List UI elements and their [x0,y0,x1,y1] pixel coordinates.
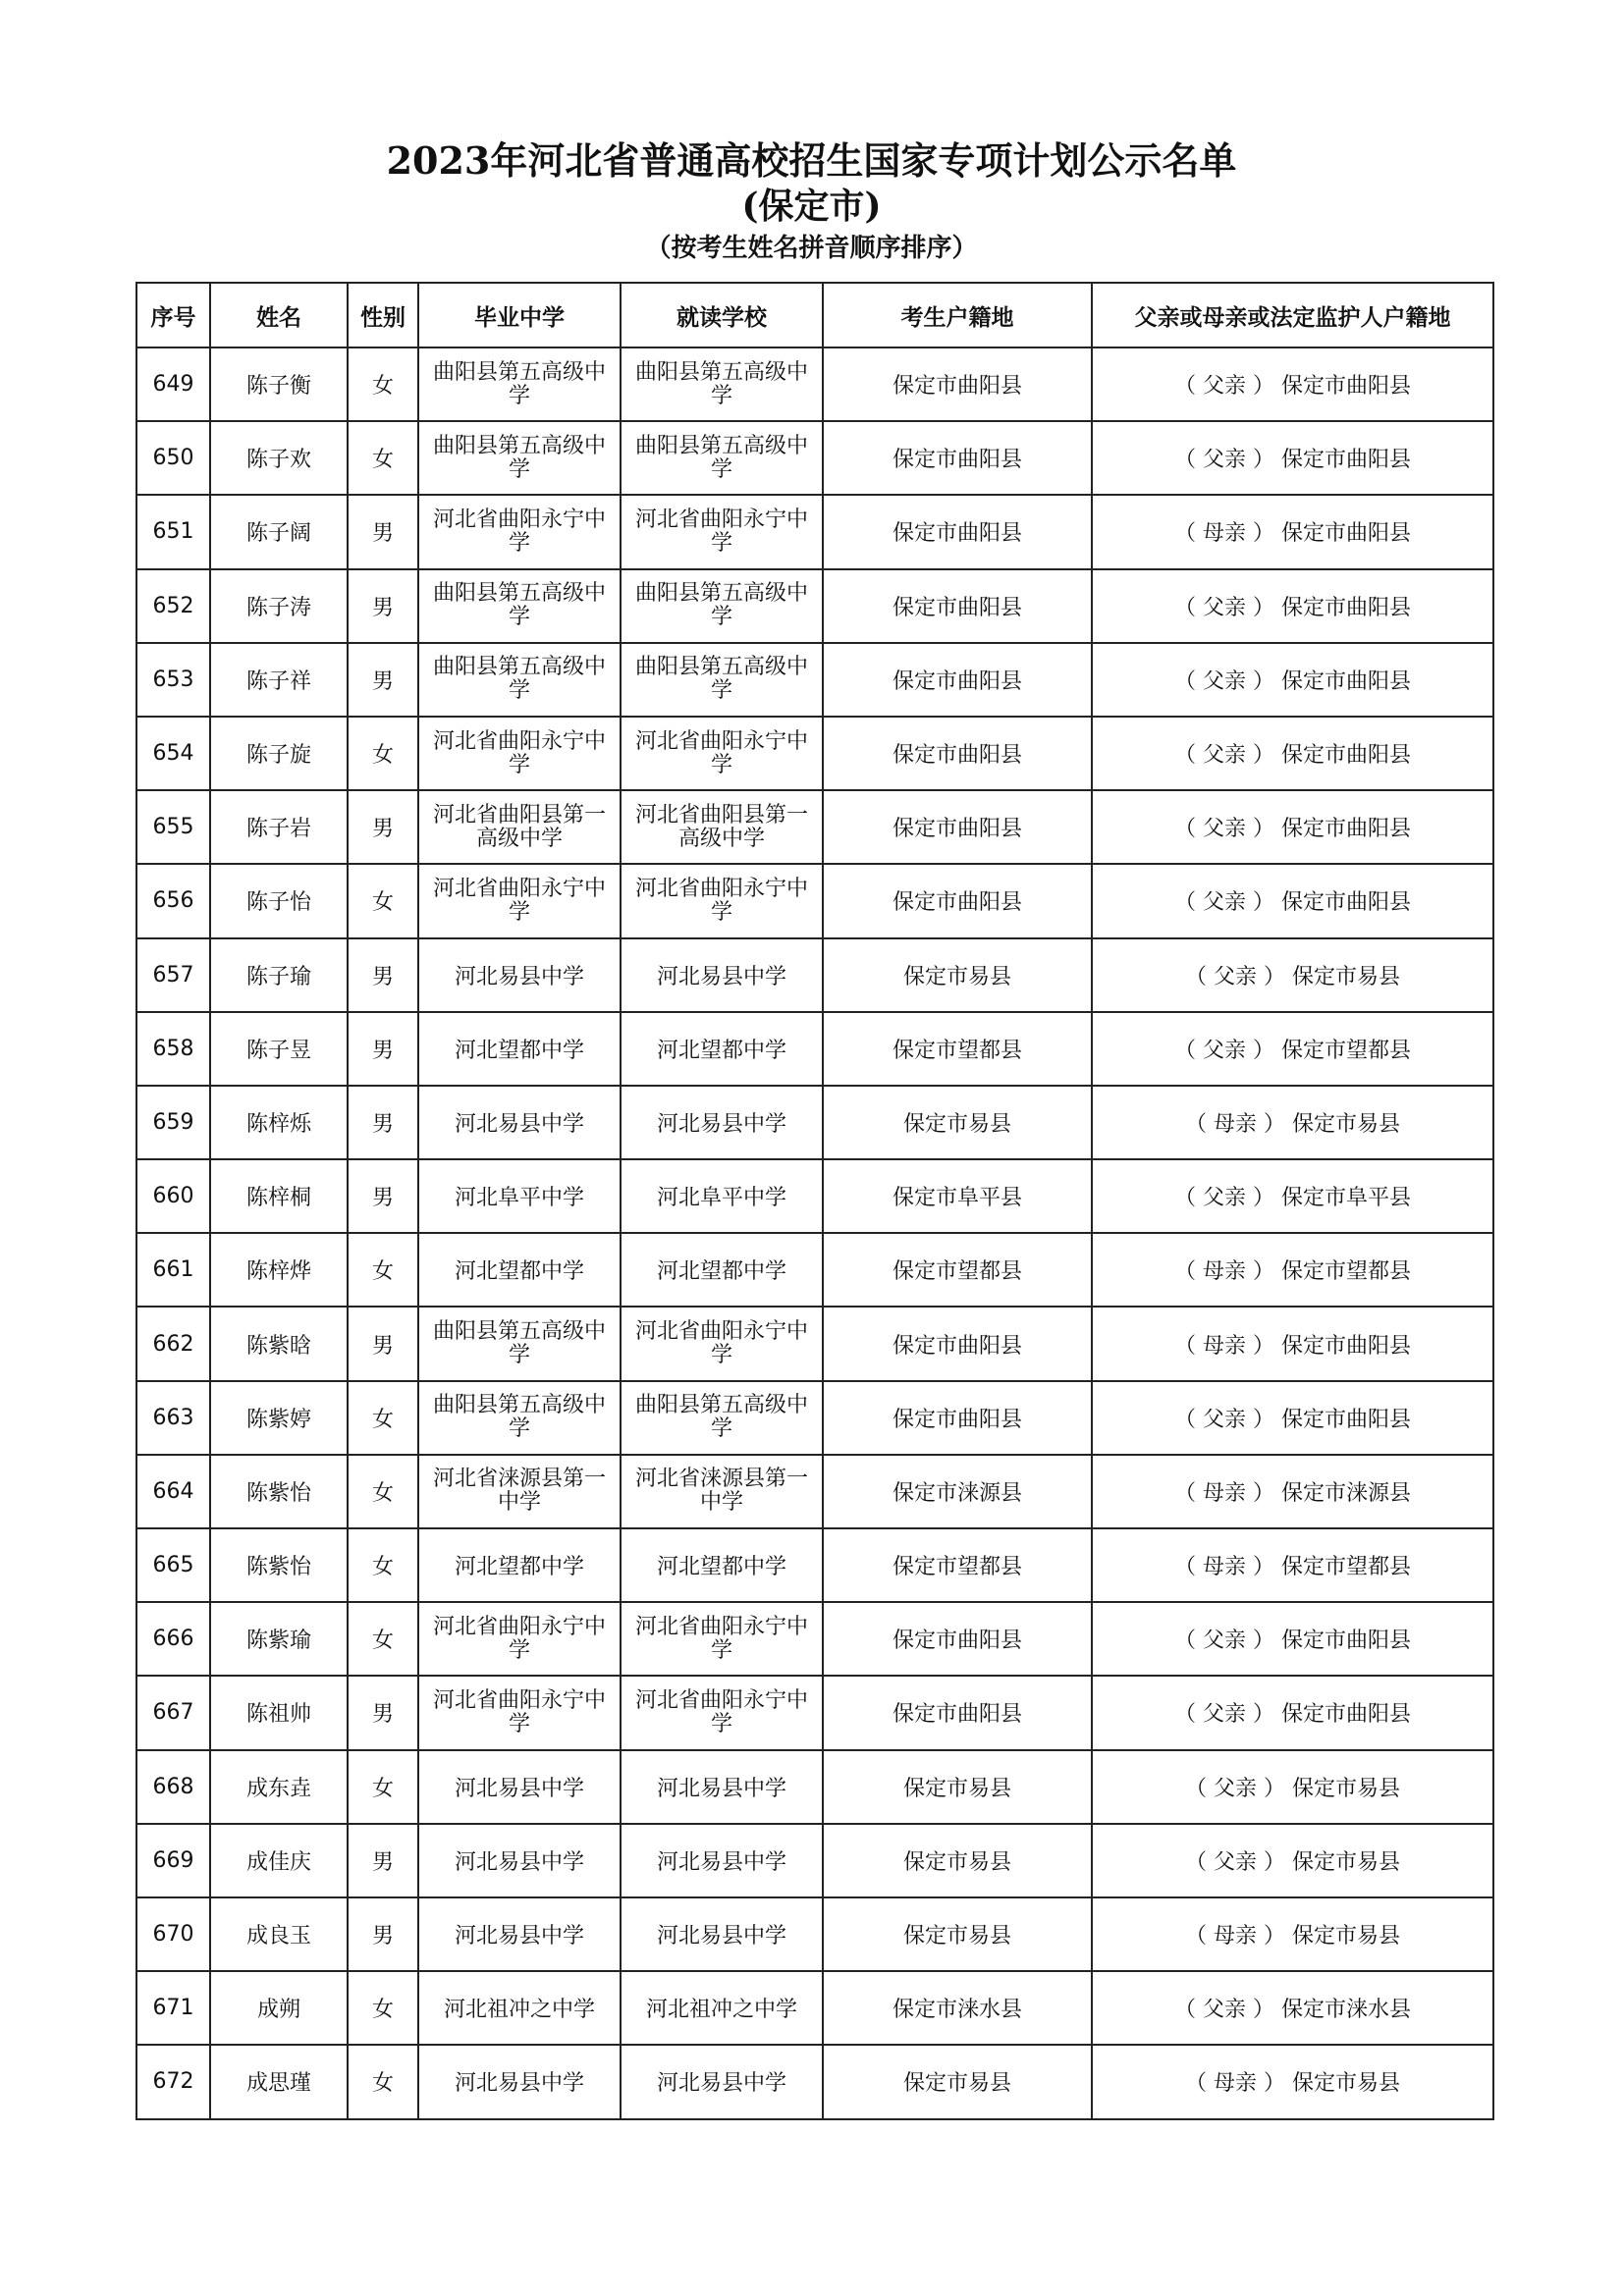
cell-gender: 女 [348,2045,418,2118]
table-row [136,495,1493,568]
cell-domicile: 保定市曲阳县 [823,643,1092,717]
cell-grad-school: 河北望都中学 [418,1528,621,1602]
cell-gender: 女 [348,864,418,937]
cell-grad-school: 曲阳县第五高级中学 [418,569,621,643]
cell-grad-school: 曲阳县第五高级中学 [418,421,621,495]
cell-name: 成佳庆 [210,1824,348,1897]
cell-study-school: 河北望都中学 [621,1528,823,1602]
table-row [136,1750,1493,1824]
cell-no: 670 [136,1897,210,1971]
cell-gender: 男 [348,938,418,1012]
cell-no: 659 [136,1086,210,1159]
cell-name: 陈子欢 [210,421,348,495]
cell-guardian-domicile: （ 父亲 ） 保定市曲阳县 [1092,717,1493,790]
cell-no: 671 [136,1971,210,2045]
cell-guardian-domicile: （ 母亲 ） 保定市涞源县 [1092,1455,1493,1528]
table-row [136,347,1493,421]
cell-domicile: 保定市易县 [823,1897,1092,1971]
cell-study-school: 河北省曲阳永宁中学 [621,864,823,937]
cell-gender: 女 [348,1528,418,1602]
cell-domicile: 保定市曲阳县 [823,1381,1092,1455]
cell-guardian-domicile: （ 父亲 ） 保定市涞水县 [1092,1971,1493,2045]
cell-gender: 女 [348,347,418,421]
cell-study-school: 河北易县中学 [621,1824,823,1897]
cell-name: 陈子怡 [210,864,348,937]
document-title: 2023年河北省普通高校招生国家专项计划公示名单 [386,138,1237,183]
cell-grad-school: 河北易县中学 [418,2045,621,2118]
cell-gender: 女 [348,1233,418,1307]
cell-no: 660 [136,1159,210,1233]
table-row [136,1307,1493,1380]
col-header-study-school: 就读学校 [621,283,823,347]
table-row [136,1233,1493,1307]
cell-domicile: 保定市曲阳县 [823,495,1092,568]
cell-no: 654 [136,717,210,790]
col-header-grad-school: 毕业中学 [418,283,621,347]
cell-grad-school: 河北阜平中学 [418,1159,621,1233]
cell-study-school: 河北省曲阳永宁中学 [621,1676,823,1749]
cell-gender: 男 [348,643,418,717]
cell-domicile: 保定市望都县 [823,1233,1092,1307]
cell-grad-school: 河北省曲阳永宁中学 [418,495,621,568]
cell-name: 陈紫瑜 [210,1602,348,1676]
cell-domicile: 保定市易县 [823,2045,1092,2118]
cell-name: 陈梓烁 [210,1086,348,1159]
cell-domicile: 保定市曲阳县 [823,569,1092,643]
cell-guardian-domicile: （ 父亲 ） 保定市曲阳县 [1092,790,1493,864]
cell-domicile: 保定市易县 [823,938,1092,1012]
cell-guardian-domicile: （ 父亲 ） 保定市易县 [1092,938,1493,1012]
table-row [136,643,1493,717]
cell-name: 成良玉 [210,1897,348,1971]
table-row [136,1012,1493,1086]
cell-study-school: 曲阳县第五高级中学 [621,1381,823,1455]
table-row [136,938,1493,1012]
cell-guardian-domicile: （ 父亲 ） 保定市易县 [1092,1824,1493,1897]
table-row [136,1159,1493,1233]
cell-name: 陈梓桐 [210,1159,348,1233]
cell-no: 667 [136,1676,210,1749]
cell-no: 669 [136,1824,210,1897]
cell-no: 650 [136,421,210,495]
cell-no: 652 [136,569,210,643]
cell-no: 663 [136,1381,210,1455]
cell-domicile: 保定市曲阳县 [823,1602,1092,1676]
cell-guardian-domicile: （ 父亲 ） 保定市望都县 [1092,1012,1493,1086]
table-row [136,1824,1493,1897]
cell-grad-school: 河北省曲阳县第一高级中学 [418,790,621,864]
cell-domicile: 保定市易县 [823,1086,1092,1159]
cell-no: 649 [136,347,210,421]
cell-domicile: 保定市曲阳县 [823,1307,1092,1380]
cell-name: 陈子瑜 [210,938,348,1012]
cell-domicile: 保定市涞源县 [823,1455,1092,1528]
cell-name: 陈子旋 [210,717,348,790]
table-row [136,717,1493,790]
cell-guardian-domicile: （ 父亲 ） 保定市曲阳县 [1092,569,1493,643]
cell-gender: 男 [348,1307,418,1380]
cell-domicile: 保定市易县 [823,1824,1092,1897]
cell-no: 664 [136,1455,210,1528]
cell-domicile: 保定市涞水县 [823,1971,1092,2045]
cell-guardian-domicile: （ 父亲 ） 保定市曲阳县 [1092,1602,1493,1676]
cell-study-school: 河北阜平中学 [621,1159,823,1233]
cell-no: 657 [136,938,210,1012]
table-row [136,1897,1493,1971]
cell-domicile: 保定市曲阳县 [823,1676,1092,1749]
cell-no: 655 [136,790,210,864]
cell-guardian-domicile: （ 父亲 ） 保定市曲阳县 [1092,347,1493,421]
cell-no: 666 [136,1602,210,1676]
cell-domicile: 保定市曲阳县 [823,717,1092,790]
cell-domicile: 保定市望都县 [823,1528,1092,1602]
cell-no: 668 [136,1750,210,1824]
cell-domicile: 保定市曲阳县 [823,790,1092,864]
cell-guardian-domicile: （ 父亲 ） 保定市曲阳县 [1092,1381,1493,1455]
cell-guardian-domicile: （ 父亲 ） 保定市易县 [1092,1750,1493,1824]
cell-gender: 男 [348,1086,418,1159]
table-row [136,1086,1493,1159]
col-header-gender: 性别 [348,283,418,347]
cell-gender: 女 [348,1602,418,1676]
cell-study-school: 河北易县中学 [621,938,823,1012]
cell-gender: 女 [348,1455,418,1528]
cell-no: 656 [136,864,210,937]
cell-grad-school: 河北省曲阳永宁中学 [418,717,621,790]
cell-domicile: 保定市望都县 [823,1012,1092,1086]
cell-gender: 男 [348,1159,418,1233]
cell-domicile: 保定市曲阳县 [823,421,1092,495]
cell-study-school: 河北省曲阳永宁中学 [621,717,823,790]
cell-no: 665 [136,1528,210,1602]
col-header-domicile: 考生户籍地 [823,283,1092,347]
cell-name: 陈子昱 [210,1012,348,1086]
cell-grad-school: 曲阳县第五高级中学 [418,1381,621,1455]
cell-grad-school: 河北易县中学 [418,1824,621,1897]
cell-name: 陈子涛 [210,569,348,643]
cell-gender: 男 [348,1824,418,1897]
cell-guardian-domicile: （ 母亲 ） 保定市曲阳县 [1092,495,1493,568]
cell-domicile: 保定市曲阳县 [823,864,1092,937]
cell-study-school: 曲阳县第五高级中学 [621,569,823,643]
cell-guardian-domicile: （ 母亲 ） 保定市易县 [1092,1897,1493,1971]
cell-guardian-domicile: （ 母亲 ） 保定市易县 [1092,2045,1493,2118]
cell-name: 陈紫晗 [210,1307,348,1380]
cell-name: 陈子岩 [210,790,348,864]
cell-name: 成朔 [210,1971,348,2045]
cell-domicile: 保定市阜平县 [823,1159,1092,1233]
cell-study-school: 河北易县中学 [621,1750,823,1824]
cell-name: 成东垚 [210,1750,348,1824]
cell-name: 成思瑾 [210,2045,348,2118]
table-row [136,1455,1493,1528]
cell-gender: 男 [348,495,418,568]
cell-gender: 女 [348,421,418,495]
cell-grad-school: 河北易县中学 [418,938,621,1012]
cell-gender: 男 [348,790,418,864]
cell-name: 陈紫怡 [210,1528,348,1602]
cell-gender: 女 [348,1750,418,1824]
cell-gender: 女 [348,1971,418,2045]
cell-study-school: 曲阳县第五高级中学 [621,421,823,495]
table-row [136,1528,1493,1602]
col-header-name: 姓名 [210,283,348,347]
cell-grad-school: 河北祖冲之中学 [418,1971,621,2045]
cell-study-school: 河北望都中学 [621,1012,823,1086]
cell-name: 陈子祥 [210,643,348,717]
cell-gender: 女 [348,717,418,790]
cell-gender: 女 [348,1381,418,1455]
cell-grad-school: 曲阳县第五高级中学 [418,347,621,421]
cell-grad-school: 曲阳县第五高级中学 [418,643,621,717]
cell-name: 陈梓烨 [210,1233,348,1307]
cell-grad-school: 河北易县中学 [418,1897,621,1971]
cell-guardian-domicile: （ 父亲 ） 保定市曲阳县 [1092,1676,1493,1749]
cell-guardian-domicile: （ 父亲 ） 保定市曲阳县 [1092,643,1493,717]
table-row [136,1381,1493,1455]
table-row [136,1971,1493,2045]
cell-study-school: 曲阳县第五高级中学 [621,643,823,717]
cell-gender: 男 [348,569,418,643]
cell-no: 661 [136,1233,210,1307]
cell-no: 651 [136,495,210,568]
cell-guardian-domicile: （ 母亲 ） 保定市易县 [1092,1086,1493,1159]
table-row [136,1602,1493,1676]
cell-guardian-domicile: （ 母亲 ） 保定市望都县 [1092,1528,1493,1602]
cell-study-school: 河北易县中学 [621,1897,823,1971]
cell-name: 陈祖帅 [210,1676,348,1749]
sort-note: （按考生姓名拼音顺序排序） [645,234,978,263]
document-subtitle: (保定市) [741,186,882,227]
cell-name: 陈紫怡 [210,1455,348,1528]
cell-grad-school: 曲阳县第五高级中学 [418,1307,621,1380]
cell-guardian-domicile: （ 母亲 ） 保定市望都县 [1092,1233,1493,1307]
col-header-no: 序号 [136,283,210,347]
cell-name: 陈紫婷 [210,1381,348,1455]
cell-grad-school: 河北省曲阳永宁中学 [418,1676,621,1749]
cell-grad-school: 河北易县中学 [418,1750,621,1824]
cell-domicile: 保定市曲阳县 [823,347,1092,421]
cell-no: 653 [136,643,210,717]
cell-gender: 男 [348,1897,418,1971]
cell-gender: 男 [348,1012,418,1086]
cell-grad-school: 河北省曲阳永宁中学 [418,1602,621,1676]
cell-study-school: 河北省涞源县第一中学 [621,1455,823,1528]
cell-name: 陈子阔 [210,495,348,568]
cell-no: 672 [136,2045,210,2118]
cell-study-school: 河北望都中学 [621,1233,823,1307]
table-row [136,864,1493,937]
cell-study-school: 河北易县中学 [621,2045,823,2118]
cell-study-school: 河北易县中学 [621,1086,823,1159]
cell-grad-school: 河北望都中学 [418,1012,621,1086]
cell-grad-school: 河北望都中学 [418,1233,621,1307]
table-header-row [136,283,1493,347]
cell-guardian-domicile: （ 父亲 ） 保定市曲阳县 [1092,421,1493,495]
cell-name: 陈子衡 [210,347,348,421]
col-header-guardian-domicile: 父亲或母亲或法定监护人户籍地 [1092,283,1493,347]
cell-study-school: 河北省曲阳县第一高级中学 [621,790,823,864]
cell-study-school: 河北祖冲之中学 [621,1971,823,2045]
table-row [136,2045,1493,2118]
cell-no: 662 [136,1307,210,1380]
cell-grad-school: 河北省曲阳永宁中学 [418,864,621,937]
cell-study-school: 河北省曲阳永宁中学 [621,1602,823,1676]
cell-domicile: 保定市易县 [823,1750,1092,1824]
cell-grad-school: 河北省涞源县第一中学 [418,1455,621,1528]
table-row [136,1676,1493,1749]
cell-no: 658 [136,1012,210,1086]
cell-study-school: 河北省曲阳永宁中学 [621,495,823,568]
cell-study-school: 河北省曲阳永宁中学 [621,1307,823,1380]
cell-guardian-domicile: （ 母亲 ） 保定市曲阳县 [1092,1307,1493,1380]
table-row [136,790,1493,864]
table-row [136,421,1493,495]
cell-gender: 男 [348,1676,418,1749]
roster-table [135,282,1494,2120]
table-row [136,569,1493,643]
cell-grad-school: 河北易县中学 [418,1086,621,1159]
cell-guardian-domicile: （ 父亲 ） 保定市阜平县 [1092,1159,1493,1233]
cell-study-school: 曲阳县第五高级中学 [621,347,823,421]
cell-guardian-domicile: （ 父亲 ） 保定市曲阳县 [1092,864,1493,937]
